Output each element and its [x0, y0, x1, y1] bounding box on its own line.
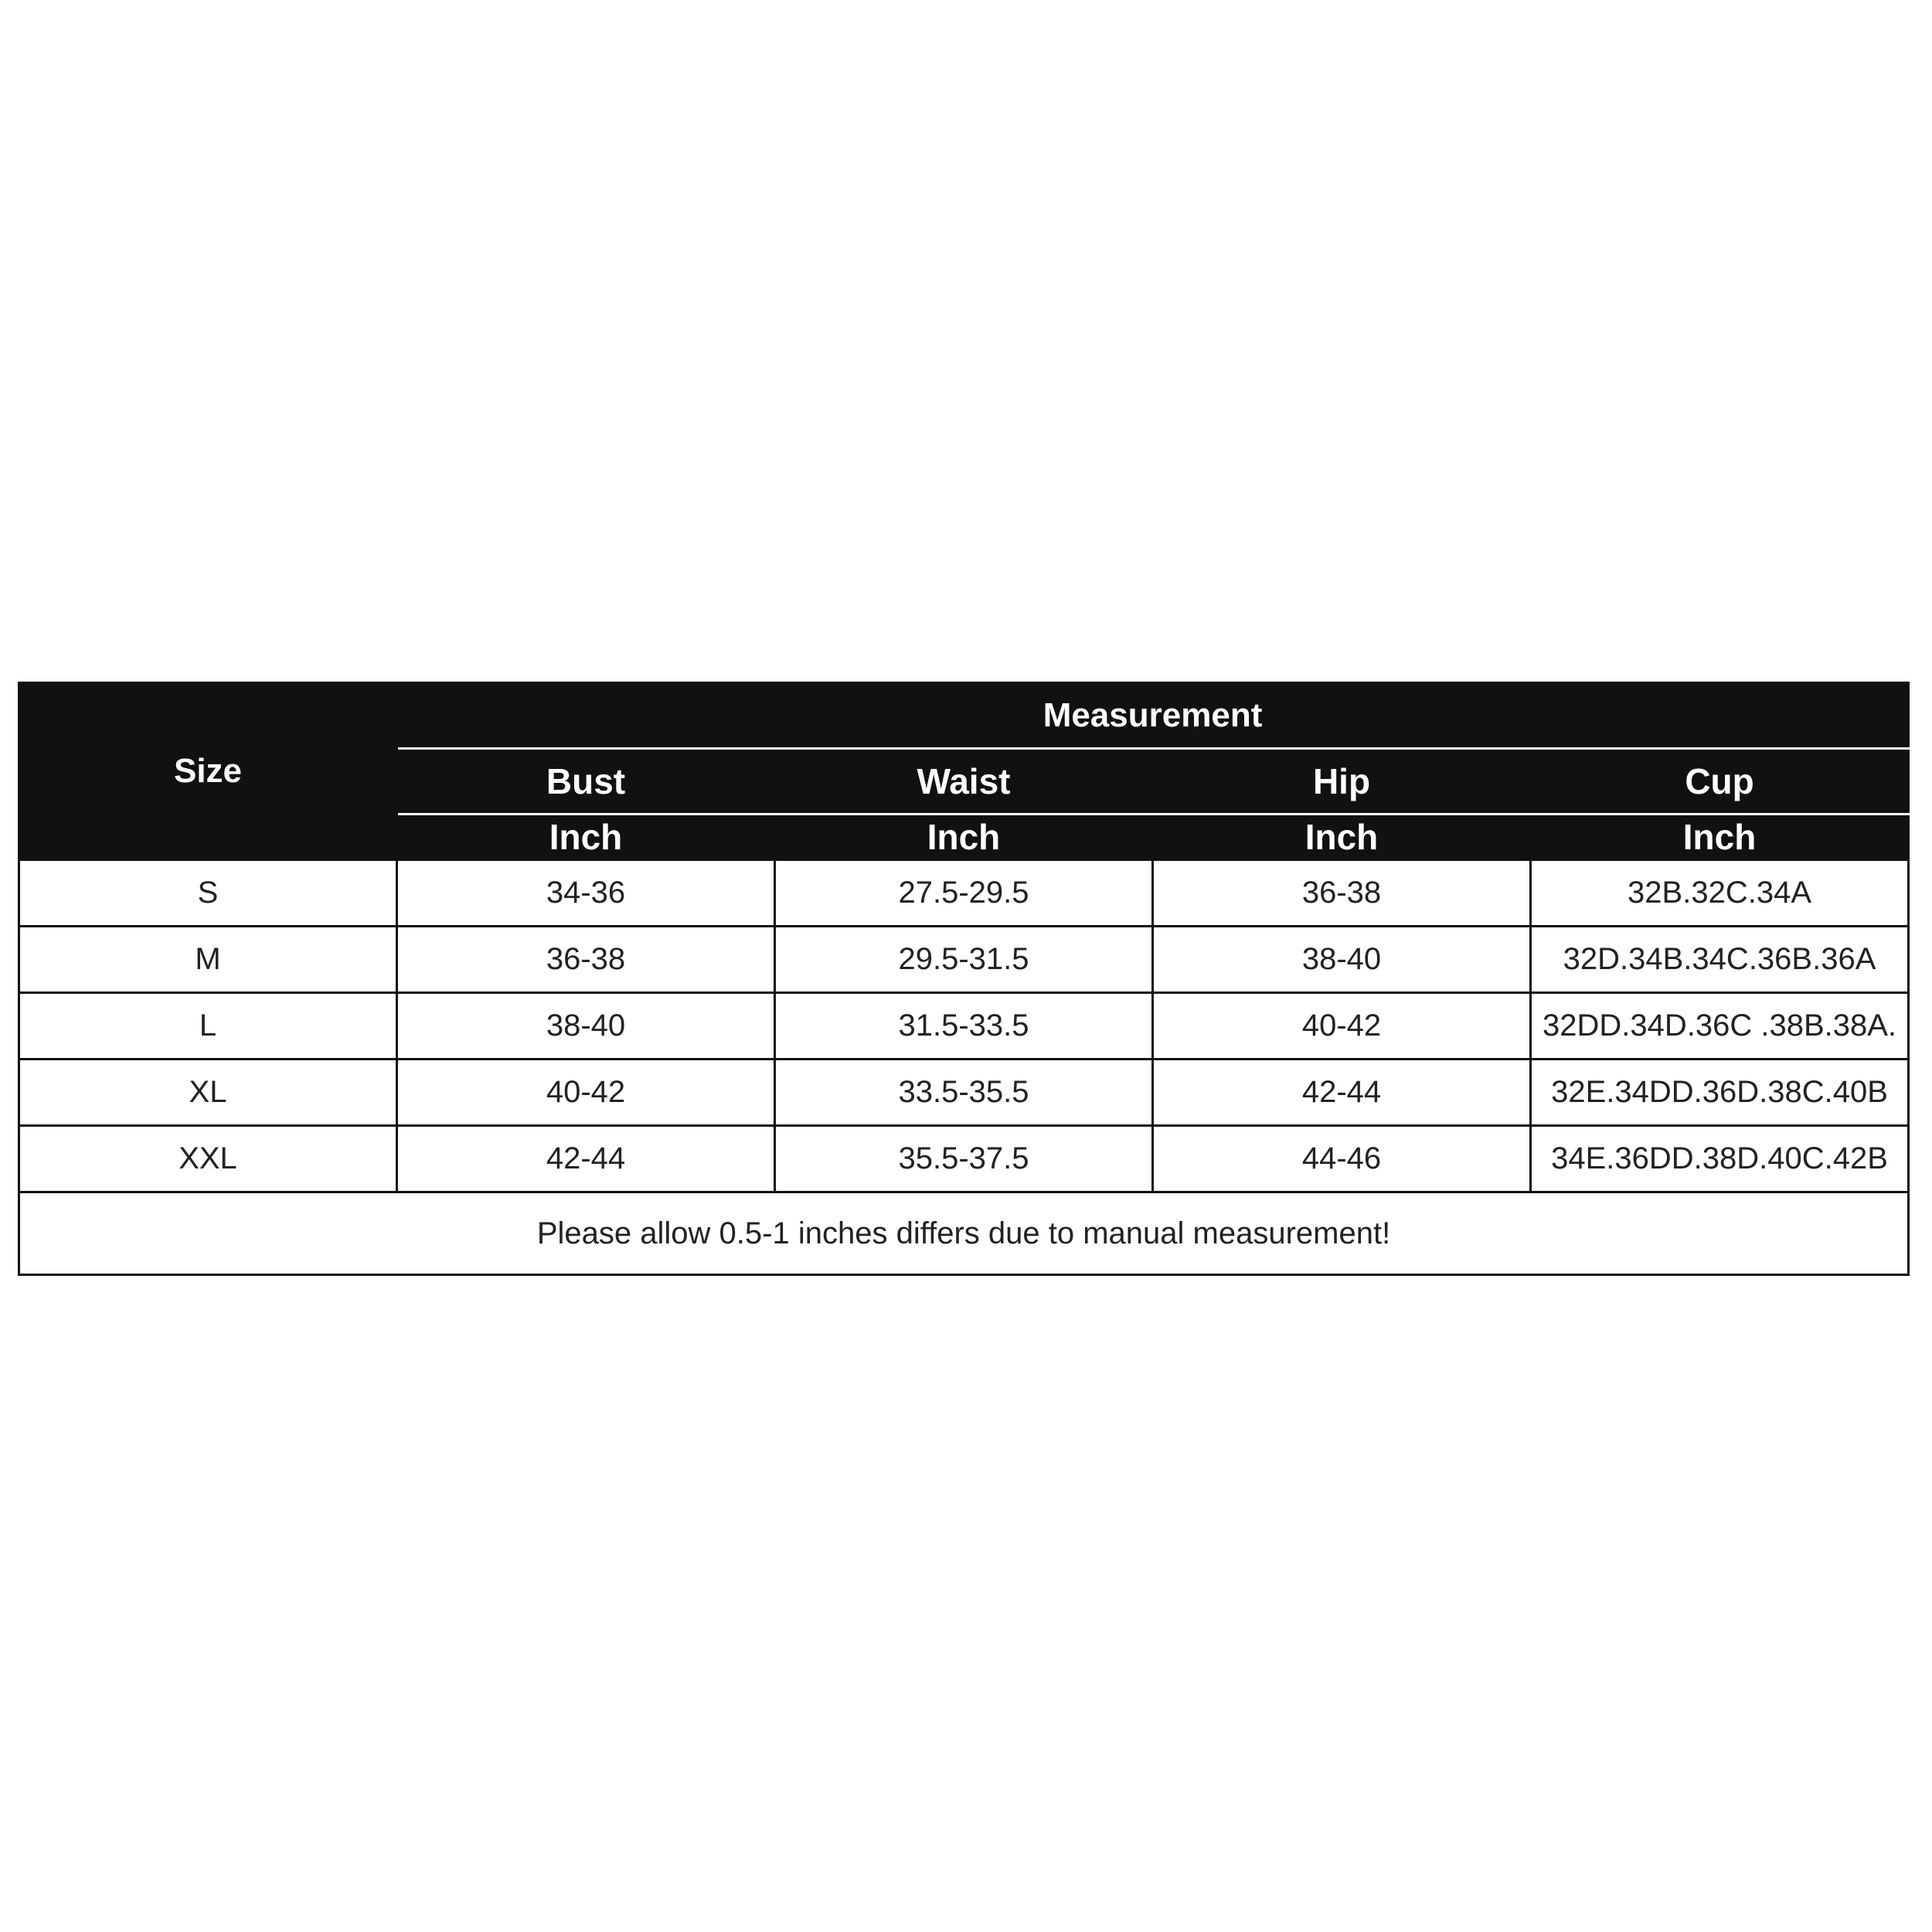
- waist-cell: 33.5-35.5: [775, 1060, 1153, 1126]
- hip-cell: 44-46: [1153, 1126, 1531, 1192]
- size-cell: XL: [19, 1060, 397, 1126]
- cup-cell: 32E.34DD.36D.38C.40B: [1531, 1060, 1909, 1126]
- cup-cell: 32D.34B.34C.36B.36A: [1531, 927, 1909, 993]
- bust-cell: 34-36: [397, 860, 775, 927]
- footnote: Please allow 0.5-1 inches differs due to manual measurement!: [19, 1192, 1909, 1275]
- unit-header-bust: Inch: [397, 815, 775, 860]
- hip-cell: 38-40: [1153, 927, 1531, 993]
- bust-cell: 38-40: [397, 993, 775, 1060]
- footnote-row: [19, 1192, 1909, 1275]
- table-row-m: [19, 927, 1909, 993]
- size-cell: M: [19, 927, 397, 993]
- cup-cell: 34E.36DD.38D.40C.42B: [1531, 1126, 1909, 1192]
- unit-header-hip: Inch: [1153, 815, 1531, 860]
- waist-cell: 27.5-29.5: [775, 860, 1153, 927]
- unit-header-waist: Inch: [775, 815, 1153, 860]
- cup-cell: 32B.32C.34A: [1531, 860, 1909, 927]
- size-cell: S: [19, 860, 397, 927]
- bust-cell: 40-42: [397, 1060, 775, 1126]
- waist-cell: 29.5-31.5: [775, 927, 1153, 993]
- bust-cell: 36-38: [397, 927, 775, 993]
- table-row-s: [19, 860, 1909, 927]
- size-cell: XXL: [19, 1126, 397, 1192]
- size-header: Size: [19, 683, 397, 860]
- bust-cell: 42-44: [397, 1126, 775, 1192]
- hip-cell: 40-42: [1153, 993, 1531, 1060]
- table-row-l: [19, 993, 1909, 1060]
- column-header-waist: Waist: [775, 749, 1153, 815]
- hip-cell: 36-38: [1153, 860, 1531, 927]
- waist-cell: 35.5-37.5: [775, 1126, 1153, 1192]
- column-header-hip: Hip: [1153, 749, 1531, 815]
- table-row-xxl: [19, 1126, 1909, 1192]
- table-row-xl: [19, 1060, 1909, 1126]
- waist-cell: 31.5-33.5: [775, 993, 1153, 1060]
- cup-cell: 32DD.34D.36C .38B.38A.: [1531, 993, 1909, 1060]
- hip-cell: 42-44: [1153, 1060, 1531, 1126]
- unit-header-cup: Inch: [1531, 815, 1909, 860]
- size-chart-table: [18, 682, 1910, 1276]
- column-header-cup: Cup: [1531, 749, 1909, 815]
- measurement-header: Measurement: [397, 683, 1909, 749]
- column-header-bust: Bust: [397, 749, 775, 815]
- size-cell: L: [19, 993, 397, 1060]
